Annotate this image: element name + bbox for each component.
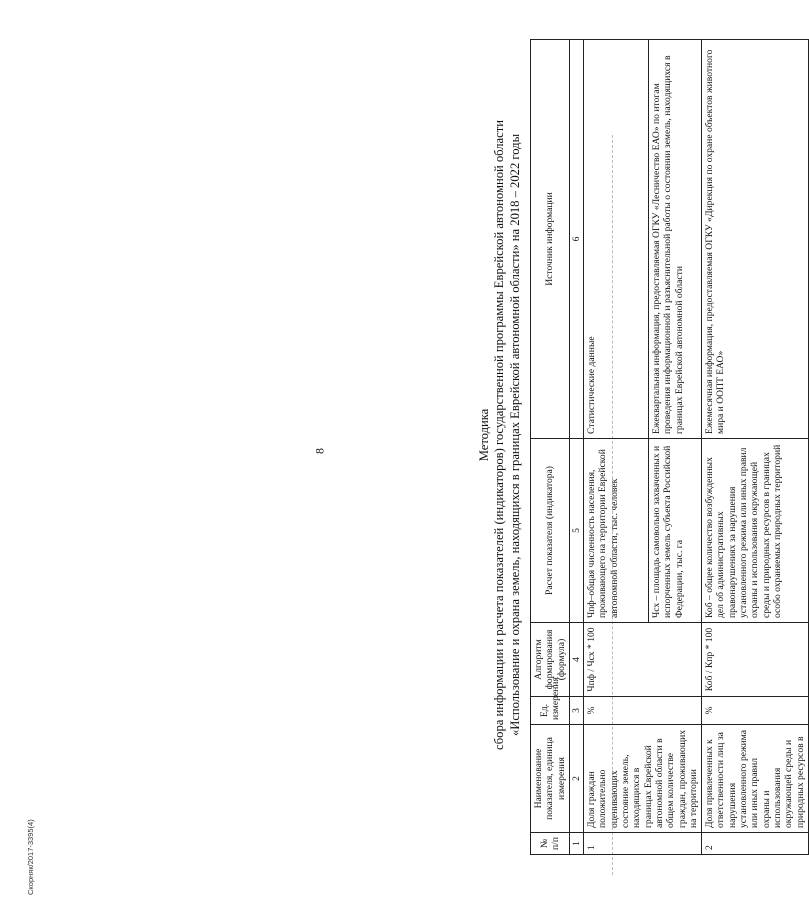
document-subtitle-line1: сбора информации и расчета показателей (индикаторов) государственной программы Еврейской автономной области <box>492 120 506 750</box>
source-text: Ежеквартальная информация, предоставляемая ОГКУ «Лесничество ЕАО» по итогам проведения информационной и разъяснительной работы о состоянии земель, находящихся в границах Еврейской автономной области <box>649 40 702 439</box>
document-subtitle-line2: «Использование и охрана земель, находящихся в границах Еврейской автономной области» на 2018 – 2022 годы <box>508 133 522 737</box>
header-name: Наименование показателя, единица измерения <box>531 725 570 833</box>
header-num: № п/п <box>531 833 570 855</box>
row-num: 1 <box>584 833 702 855</box>
table-row <box>584 40 649 855</box>
header-calc: Расчет показателя (индикатора) <box>531 439 570 623</box>
footer-code: Скорняк/2017-3395(4) <box>26 819 35 895</box>
col-number: 5 <box>569 439 583 623</box>
col-number: 4 <box>569 623 583 697</box>
indicator-name: Доля привлеченных к ответственности лиц за нарушения установленного режима или иных правил охраны и использования окружающей среды и природных ресурсов в <box>702 725 809 833</box>
indicator-formula: Коб / Кпр * 100 <box>702 623 809 697</box>
calc-text: Чсх – площадь самовольно захваченных и испорченных земель субъекта Российской Федерации, тыс. га <box>649 439 702 623</box>
column-number-row <box>569 40 583 855</box>
calc-text: Коб – общее количество возбужденных дел об административных правонарушениях за нарушения установленного режима или иных правил охраны и использования окружающей среды и природных ресурсов в границах особо охраняемых природных территорий <box>702 439 809 623</box>
header-formula: Алгоритм формирования (формула) <box>531 623 570 697</box>
table-row <box>702 40 809 855</box>
page-number: 8 <box>312 448 327 454</box>
indicator-unit: % <box>584 697 702 725</box>
document-title: Методика <box>477 408 491 462</box>
header-source: Источник информации <box>531 40 570 439</box>
indicator-name: Доля граждан положительно оценивающих состояние земель, находящихся в границах Еврейской автономной области в общем количестве граждан, проживающих на территории <box>584 725 702 833</box>
col-number: 1 <box>569 833 583 855</box>
col-number: 3 <box>569 697 583 725</box>
indicator-formula: Чпф / Чсх * 100 <box>584 623 702 697</box>
source-text: Статистические данные <box>584 40 649 439</box>
col-number: 2 <box>569 725 583 833</box>
calc-text: Чпф–общая численность населения, проживающего на территории Еврейской автономной области, тыс. человек <box>584 439 649 623</box>
col-number: 6 <box>569 40 583 439</box>
row-num: 2 <box>702 833 809 855</box>
indicator-table <box>530 39 809 855</box>
table-header-row <box>531 40 570 855</box>
header-unit: Ед. измерения <box>531 697 570 725</box>
source-text: Ежемесячная информация, предоставляемая ОГКУ «Дирекция по охране объектов животного мира и ООПТ ЕАО» <box>702 40 809 439</box>
indicator-unit: % <box>702 697 809 725</box>
